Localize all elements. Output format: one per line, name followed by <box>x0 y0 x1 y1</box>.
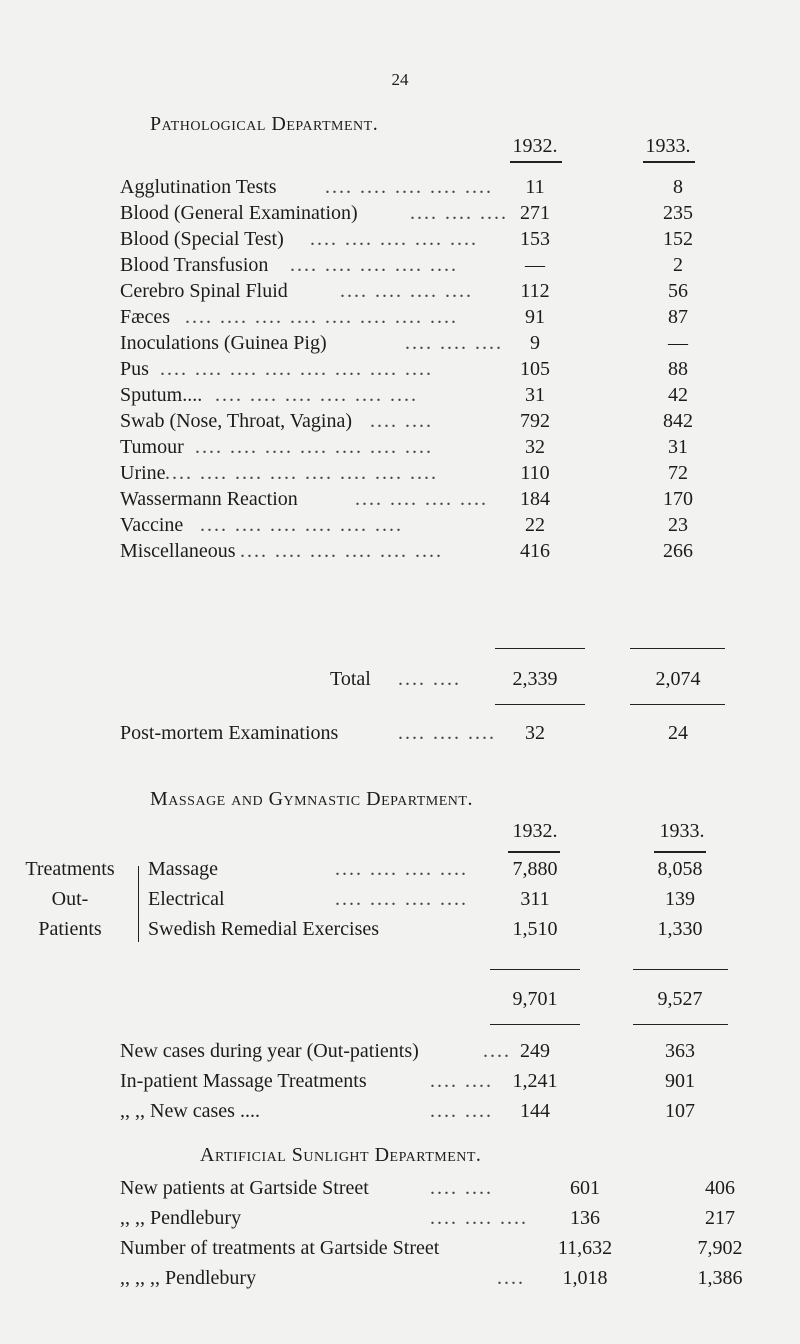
sunlight-value-1932: 601 <box>570 1177 600 1199</box>
side-label-line-2: Out- <box>51 888 89 910</box>
pathological-label: Inoculations (Guinea Pig) <box>120 332 327 354</box>
massage-extra-value-1932: 249 <box>520 1040 550 1062</box>
pathological-value-1932: 105 <box>520 358 550 380</box>
total-row <box>0 668 800 698</box>
pathological-value-1932: 32 <box>525 436 545 458</box>
total-label: Total <box>330 668 371 690</box>
total-1932: 2,339 <box>512 668 558 690</box>
pathological-value-1932: — <box>525 254 545 276</box>
pathological-year-1932: 1932. <box>512 135 558 157</box>
year-underline-1932 <box>510 161 562 163</box>
massage-extra-leader: .... .... <box>430 1070 493 1092</box>
pathological-value-1933: 42 <box>668 384 688 406</box>
pathological-label: Sputum.... <box>120 384 203 406</box>
pathological-value-1932: 110 <box>520 462 550 484</box>
pathological-value-1933: 31 <box>668 436 688 458</box>
sunlight-label: ,, ,, Pendlebury <box>120 1207 242 1229</box>
pathological-value-1932: 153 <box>520 228 550 250</box>
sunlight-leader: .... .... <box>430 1177 493 1199</box>
post-mortem-1932: 32 <box>525 722 545 744</box>
massage-total-row <box>0 988 800 1018</box>
pathological-label: Fæces <box>120 306 170 328</box>
pathological-label: Agglutination Tests <box>120 176 277 198</box>
sunlight-value-1933: 217 <box>705 1207 735 1229</box>
pathological-value-1933: 72 <box>668 462 688 484</box>
massage-total-1933: 9,527 <box>657 988 703 1010</box>
sunlight-leader: .... .... .... <box>430 1207 528 1229</box>
massage-value-1933: 8,058 <box>657 858 703 880</box>
massage-extra-value-1933: 107 <box>665 1100 695 1122</box>
massage-extra-value-1933: 363 <box>665 1040 695 1062</box>
massage-extra-label: New cases during year (Out-patients) <box>120 1040 419 1062</box>
pathological-value-1933: 87 <box>668 306 688 328</box>
pathological-label: Pus <box>120 358 149 380</box>
sunlight-value-1932: 11,632 <box>557 1237 613 1259</box>
massage-value-1933: 1,330 <box>657 918 703 940</box>
massage-extra-label: ,, ,, New cases .... <box>120 1100 260 1122</box>
pathological-value-1932: 416 <box>520 540 550 562</box>
massage-value-1932: 7,880 <box>512 858 558 880</box>
massage-extra-leader: .... <box>483 1040 511 1062</box>
pathological-value-1932: 112 <box>520 280 550 302</box>
pathological-leader: .... .... .... .... .... .... .... <box>195 436 433 458</box>
massage-value-1933: 139 <box>665 888 695 910</box>
pathological-value-1933: 88 <box>668 358 688 380</box>
massage-label: Massage <box>148 858 218 880</box>
pathological-year-1933: 1933. <box>645 135 691 157</box>
pathological-value-1933: 56 <box>668 280 688 302</box>
pathological-label: Cerebro Spinal Fluid <box>120 280 288 302</box>
sunlight-row <box>0 1177 800 1207</box>
massage-extra-label: In-patient Massage Treatments <box>120 1070 367 1092</box>
pathological-leader: .... .... .... .... <box>340 280 473 302</box>
sunlight-value-1933: 1,386 <box>697 1267 743 1289</box>
year-underline-1933 <box>643 161 695 163</box>
pathological-leader: .... .... .... .... .... .... .... .... <box>160 358 433 380</box>
massage-total-rule-bottom-1932 <box>490 1024 580 1025</box>
pathological-value-1933: — <box>668 332 688 354</box>
pathological-value-1933: 235 <box>663 202 693 224</box>
pathological-label: Urine <box>120 462 166 484</box>
massage-year-underline-1933 <box>654 851 706 853</box>
pathological-leader: .... .... .... .... .... <box>290 254 458 276</box>
sunlight-row <box>0 1207 800 1237</box>
pathological-value-1933: 8 <box>673 176 683 198</box>
massage-extra-row <box>0 1070 800 1100</box>
post-mortem-row <box>0 722 800 752</box>
total-rule-top-1932 <box>495 648 585 649</box>
massage-extra-value-1932: 144 <box>520 1100 550 1122</box>
sunlight-leader: .... <box>497 1267 525 1289</box>
sunlight-label: New patients at Gartside Street <box>120 1177 369 1199</box>
massage-year-1932: 1932. <box>512 820 558 842</box>
page-number: 24 <box>391 70 409 89</box>
pathological-label: Wassermann Reaction <box>120 488 298 510</box>
sunlight-heading: Artificial Sunlight Department. <box>200 1144 482 1166</box>
massage-leader: .... .... .... .... <box>335 888 468 910</box>
massage-total-rule-bottom-1933 <box>633 1024 728 1025</box>
pathological-label: Tumour <box>120 436 184 458</box>
pathological-label: Blood (Special Test) <box>120 228 284 250</box>
pathological-row <box>0 540 800 570</box>
massage-total-rule-top-1932 <box>490 969 580 970</box>
massage-value-1932: 311 <box>520 888 550 910</box>
sunlight-label: ,, ,, ,, Pendlebury <box>120 1267 257 1289</box>
post-mortem-1933: 24 <box>668 722 688 744</box>
pathological-leader: .... .... .... <box>405 332 503 354</box>
total-rule-bottom-1932 <box>495 704 585 705</box>
massage-extra-value-1933: 901 <box>665 1070 695 1092</box>
massage-label: Electrical <box>148 888 225 910</box>
pathological-leader: .... .... .... .... .... .... <box>240 540 443 562</box>
side-label-line-1: Treatments <box>25 858 115 880</box>
pathological-leader: .... .... .... .... .... .... <box>215 384 418 406</box>
massage-label: Swedish Remedial Exercises <box>148 918 380 940</box>
massage-extra-value-1932: 1,241 <box>512 1070 558 1092</box>
pathological-value-1932: 271 <box>520 202 550 224</box>
pathological-value-1932: 9 <box>530 332 540 354</box>
massage-extra-row <box>0 1040 800 1070</box>
sunlight-value-1933: 406 <box>705 1177 735 1199</box>
sunlight-value-1933: 7,902 <box>697 1237 743 1259</box>
side-label-line-3: Patients <box>38 918 102 940</box>
sunlight-value-1932: 136 <box>570 1207 600 1229</box>
massage-row <box>0 888 800 918</box>
post-mortem-label: Post-mortem Examinations <box>120 722 339 744</box>
pathological-leader: .... .... .... <box>410 202 508 224</box>
massage-row <box>0 918 800 948</box>
pathological-label: Swab (Nose, Throat, Vagina) <box>120 410 352 432</box>
sunlight-value-1932: 1,018 <box>562 1267 608 1289</box>
massage-leader: .... .... .... .... <box>335 858 468 880</box>
pathological-label: Blood Transfusion <box>120 254 269 276</box>
total-rule-top-1933 <box>630 648 725 649</box>
massage-heading: Massage and Gymnastic Department. <box>150 788 473 810</box>
pathological-label: Blood (General Examination) <box>120 202 358 224</box>
massage-total-1932: 9,701 <box>512 988 558 1010</box>
pathological-leader: .... .... .... .... <box>355 488 488 510</box>
pathological-value-1933: 170 <box>663 488 693 510</box>
pathological-value-1932: 31 <box>525 384 545 406</box>
pathological-leader: .... .... .... .... .... .... .... .... <box>185 306 458 328</box>
total-1933: 2,074 <box>655 668 701 690</box>
pathological-leader: .... .... <box>370 410 433 432</box>
sunlight-row <box>0 1267 800 1297</box>
pathological-heading: Pathological Department. <box>150 113 379 135</box>
sunlight-row <box>0 1237 800 1267</box>
pathological-leader: .... .... .... .... .... <box>310 228 478 250</box>
pathological-label: Vaccine <box>120 514 184 536</box>
pathological-value-1932: 22 <box>525 514 545 536</box>
massage-value-1932: 1,510 <box>512 918 558 940</box>
post-mortem-leader: .... .... .... <box>398 722 496 744</box>
sunlight-label: Number of treatments at Gartside Street <box>120 1237 440 1259</box>
pathological-value-1932: 11 <box>525 176 545 198</box>
pathological-value-1932: 91 <box>525 306 545 328</box>
massage-total-rule-top-1933 <box>633 969 728 970</box>
pathological-value-1933: 266 <box>663 540 693 562</box>
massage-extra-row <box>0 1100 800 1130</box>
pathological-value-1933: 2 <box>673 254 683 276</box>
massage-year-underline-1932 <box>508 851 560 853</box>
pathological-value-1933: 23 <box>668 514 688 536</box>
massage-year-1933: 1933. <box>659 820 705 842</box>
total-leader: .... .... <box>398 668 461 690</box>
massage-row <box>0 858 800 888</box>
pathological-value-1933: 842 <box>663 410 693 432</box>
total-rule-bottom-1933 <box>630 704 725 705</box>
pathological-leader: .... .... .... .... .... .... <box>200 514 403 536</box>
massage-extra-leader: .... .... <box>430 1100 493 1122</box>
pathological-value-1932: 184 <box>520 488 550 510</box>
pathological-value-1932: 792 <box>520 410 550 432</box>
pathological-value-1933: 152 <box>663 228 693 250</box>
pathological-label: Miscellaneous <box>120 540 236 562</box>
pathological-leader: .... .... .... .... .... <box>325 176 493 198</box>
pathological-leader: .... .... .... .... .... .... .... .... <box>165 462 438 484</box>
